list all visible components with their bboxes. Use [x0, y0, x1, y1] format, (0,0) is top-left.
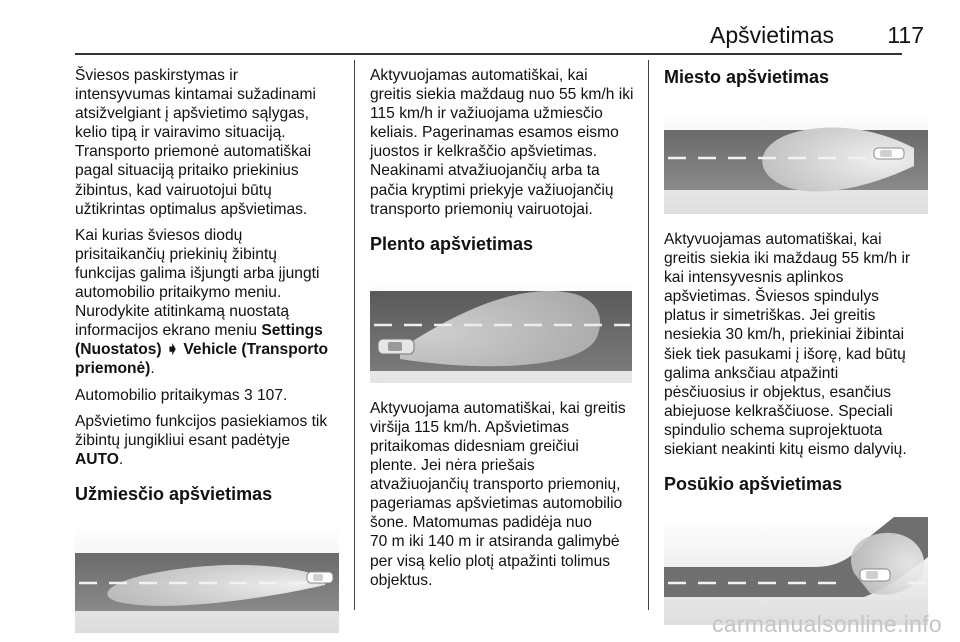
country-light-paragraph: Aktyvuojamas automatiškai, kai greitis siekia maždaug nuo 55 km/h iki 115 km/h ir važiuojama užmiesčio keliais. Pagerinamas esamos eismo juostos ir kelkraščio apšvietimas. Neakinami atvažiuojančių arba ta pačia kryptimi priekyje važiuojančių transporto priemonių vairuotojai. [370, 67, 634, 218]
section-heading-country: Užmiesčio apšvietimas [75, 483, 273, 504]
auto-paragraph: Apšvietimo funkcijos pasiekiamos tik žibintų jungikliui esant padėtyje AUTO. [75, 412, 328, 468]
country-light-illustration [75, 527, 339, 633]
section-heading-town: Miesto apšvietimas [664, 67, 830, 87]
cornering-light-illustration [664, 517, 928, 625]
column-divider [648, 60, 649, 610]
column-2 [370, 66, 636, 597]
header-rule [75, 53, 902, 55]
settings-paragraph: Kai kurias šviesos diodų prisitaikančių priekinių žibintų funkcijas galima išjungti arba įjungti automobilio pritaikymo meniu. Nurodykite atitinkamą nuostatą informacijos ekrano meniu Settings (Nuostatos) ➧ Vehicle (Transporto priemonė). [75, 226, 329, 378]
settings-menu-path: Settings [261, 322, 323, 340]
column-divider [354, 60, 355, 610]
page-number: 117 [887, 22, 924, 48]
watermark: carmanualsonline.info [711, 611, 942, 637]
section-heading-cornering: Posūkio apšvietimas [664, 474, 843, 495]
column-1 [75, 66, 341, 633]
town-light-illustration [664, 110, 928, 214]
page-title: Apšvietimas [710, 22, 834, 48]
town-light-paragraph: Aktyvuojamas automatiškai, kai greitis siekia iki maždaug 55 km/h ir kai intensyvesnis aplinkos apšvietimas. Šviesos spindulys platus ir simetriškas. Jei greitis nesiekia 30 km/h, priekiniai žibintai šiek tiek pasukami į išorę, kad būtų galima anksčiau atpažinti pėsčiuosius ir objektus, esančius abiejuose kelkraščiuose. Speciali spindulio schema suprojektuota siekiant neakinti kitų eismo dalyvių. [664, 231, 911, 459]
cross-reference-paragraph: Automobilio pritaikymas 3 107. [75, 386, 288, 404]
page-header [0, 22, 930, 56]
motorway-light-paragraph: Aktyvuojama automatiškai, kai greitis viršija 115 km/h. Apšvietimas pritaikomas didesniam greičiui plente. Jei nėra priešais atvažiuojančių transporto priemonių, pageriamas apšvietimas automobilio šone. Matomumas padidėja nuo 70 m iki 140 m ir atsiranda galimybė per visą kelio plotį atpažinti tolimus objektus. [370, 399, 626, 589]
section-heading-motorway: Plento apšvietimas [370, 233, 534, 254]
page-reference: 3 107. [244, 386, 288, 404]
column-3 [664, 66, 930, 625]
intro-paragraph: Šviesos paskirstymas ir intensyvumas kintamai sužadinami atsižvelgiant į apšvietimo sąlygas, kelio tipą ir vairavimo situaciją. Transporto priemonė automatiškai pagal situaciją pritaiko priekinius žibintus, kad vairuotojui būtų užtikrintas optimalus apšvietimas. [75, 67, 316, 218]
motorway-light-illustration [370, 277, 632, 383]
